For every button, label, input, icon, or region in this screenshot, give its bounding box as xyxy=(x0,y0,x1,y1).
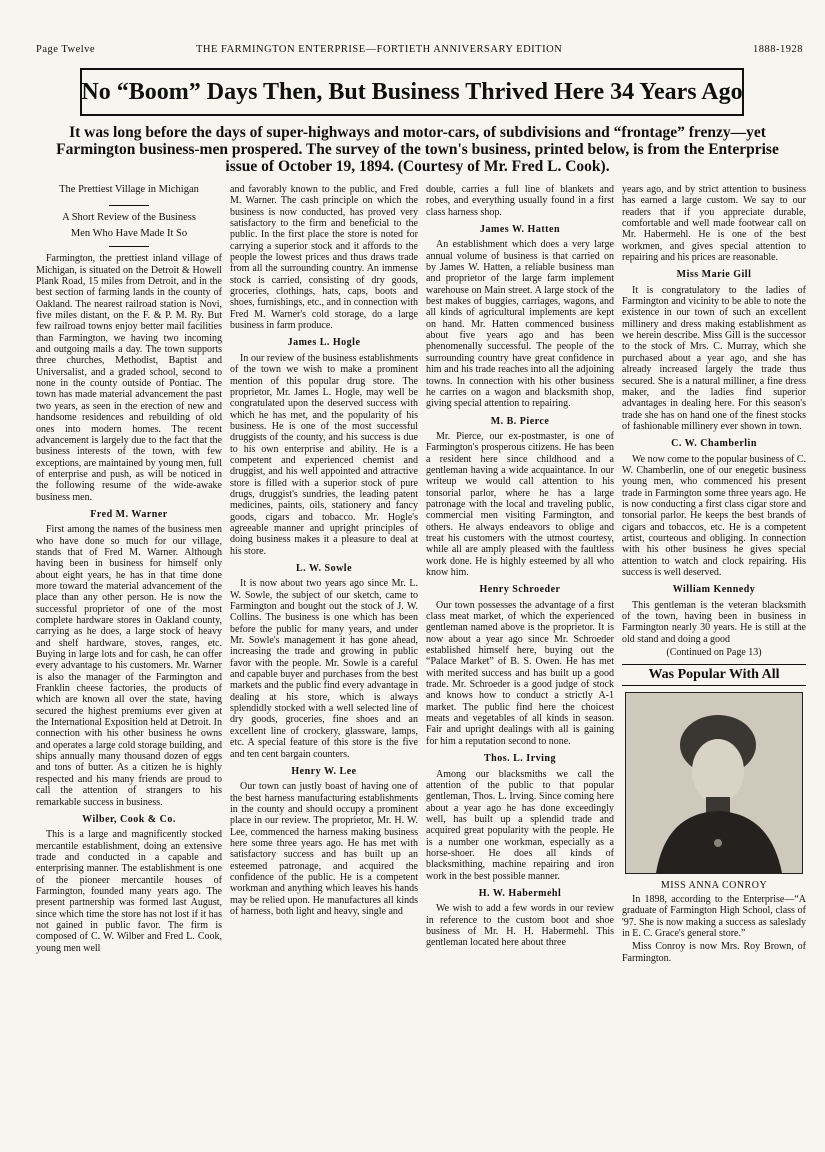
section-paragraph: and favorably known to the public, and Fred M. Warner. The cash principle on which the business is now conducted, has proved very satisfactory to the firm and beneficial to the public. In the first place the store is noted for carrying a superior stock and it affords to the people the lowest prices and thus draws trade from all the surrounding country. An immense stock is carried, consisting of dry goods, groceries, clothings, hats, caps, boots and shoes, furnishings, etc., and in connection with Fred M. Warner's cold storage, do a large business in farm produce. xyxy=(230,184,418,332)
deck: It was long before the days of super-highways and motor-cars, of subdivisions and “frontage” frenzy—yet Farmington business-men prospered. The survey of the town's business, printed below, is from the Enterprise issue of October 19, 1894. (Courtesy of Mr. Fred L. Cook). xyxy=(56,124,779,175)
section-heading: M. B. Pierce xyxy=(490,415,550,427)
intro-paragraph: Farmington, the prettiest inland village of Michigan, is situated on the Detroit & Howell Plank Road, 15 miles from Detroit, and in the best section of farming lands in the county of Oakland. The nearest railroad station is Novi, five miles distant, on the F. & P. M. Ry. But few railroad towns enjoy better mail facilities than Farmington, we having two incoming and outgoing mails a day. The town supports three churches, Methodist, Baptist and Universalist, and a graded school, second to none in the county outside of Pontiac. The town has made material advancement the past two years, as seen in the erection of new and handsome residences and rebuilding of old ones into modern homes. The recent advancement is largely due to the fact that the business interests of the town, with few exceptions, are maintained by young men, full of enterprise and push, as will be noticed in the following resume of the wide-awake business men. xyxy=(36,253,222,503)
caption-name: MISS ANNA CONROY xyxy=(660,879,768,891)
section-heading: C. W. Chamberlin xyxy=(671,438,757,450)
page-number: Page Twelve xyxy=(36,44,96,55)
section-paragraph: double, carries a full line of blankets and robes, and everything usually found in a first class harness shop. xyxy=(426,184,614,218)
column-2 xyxy=(230,184,418,1136)
section-heading: Henry W. Lee xyxy=(291,765,357,777)
section-heading: L. W. Sowle xyxy=(295,563,353,574)
subhead-line-2: Men Who Have Made It So xyxy=(70,228,188,240)
masthead-line: THE FARMINGTON ENTERPRISE—FORTIETH ANNIVERSARY EDITION xyxy=(196,44,563,55)
section-heading: William Kennedy xyxy=(672,584,756,596)
section-heading: Fred M. Warner xyxy=(90,508,168,520)
section-heading: James W. Hatten xyxy=(480,224,560,236)
section-paragraph: In our review of the business establishments of the town we wish to make a prominent mention of this popular drug store. The proprietor, Mr. James L. Hogle, may well be congratulated upon the deserved success with which he has met, and the popularity of his business. He is one of the most successful druggists of the county, and his success is due to his own enterprise and ability. He is a competent and experienced chemist and druggist, and his well appointed and attractive store is filled with a superior stock of pure drugs, druggist's sundries, the leading patent medicines, paints, oils, stationery and fancy goods, cigars and tobacco. Mr. Hogle's agreeable manner and upright principles of doing business makes it a pleasure to deal at his store. xyxy=(230,352,418,557)
section-paragraph: Among our blacksmiths we call the attention of the public to that popular gentleman, Thos. L. Irving. Since coming here about a year ago he has done exceedingly well, has built up a splendid trade and acquired great popularity with the people. He is a number one workman, especially as a horse-shoer. He does all kinds of blacksmithing, machine repairing and iron work in the best possible manner. xyxy=(426,768,614,882)
section-paragraph: We wish to add a few words in our review in reference to the custom boot and shoe business of Mr. H. H. Habermehl. This gentleman located here about three xyxy=(426,903,614,949)
edition-years: 1888-1928 xyxy=(753,44,803,55)
lead-title: The Prettiest Village in Michigan xyxy=(59,184,199,195)
section-paragraph: years ago, and by strict attention to business has earned a large custom. We say to our readers that if you appreciate durable, comfortable and well made footwear call on Mr. Habermehl. He is one of the best workmen, and gives special attention to repairing and his prices are reasonable. xyxy=(622,184,806,264)
section-paragraph: Our town can justly boast of having one of the best harness manufacturing establishments in the county and should occupy a prominent place in our review. The proprietor, Mr. H. W. Lee, commenced the harness making business here some three years ago. He has met with satisfactory success and has built up an esteemed patronage, and acquired the confidence of the public. He is a competent workman and anything which leaves his hands may be relied upon. He manufactures all kinds of harness, both light and heavy, single and xyxy=(230,781,418,917)
section-heading: Miss Marie Gill xyxy=(676,269,752,281)
divider xyxy=(109,246,149,247)
photo-title: Was Popular With All xyxy=(622,664,806,685)
article-columns xyxy=(36,184,806,1136)
section-heading: Thos. L. Irving xyxy=(484,753,556,765)
section-paragraph: It is congratulatory to the ladies of Farmington and vicinity to be able to note the existence in our town of such an excellent millinery and dress making establishment as we herein describe. Miss Gill is the successor to the stock of Mrs. C. Murray, which she purchased about a year ago, and she has already increased largely the trade thus secured. She is a natural milliner, a fine dress maker, and the ladies find superior advantages in dealing here. For this season's trade she has on hand one of the finest stocks of fashionable millinery ever shown in town. xyxy=(622,284,806,432)
column-1 xyxy=(36,184,222,1136)
section-paragraph: First among the names of the business men who have done so much for our village, stands that of Fred M. Warner. Although having been in business for himself only about eight years, he has in that time done more toward the material advancement of the place than any other person. He is now the successful proprietor of one of the most complete hardware stores in Oakland county, carrying as he does, a large stock of heavy and shelf hardware, stoves, ranges, etc. Buying in large lots and for cash, he can offer every advantage to his customers. Mr. Warner is also the manager of the Farmington and Franklin cheese factories, the products of which are known all over the state, having secured the highest premiums ever given at the International Exposition held at Detroit. In connection with his other business he owns and operates a large cold storage building, and ships annually many thousand dozen of eggs and tons of butter. As a citizen he is highly respected and his many friends are proud to call the attention of strangers to his remarkable success in business. xyxy=(36,524,222,808)
column-3 xyxy=(426,184,614,1136)
section-paragraph: This gentleman is the veteran blacksmith of the town, having been in business in Farmington nearly 30 years. He is still at the old stand and doing a good xyxy=(622,599,806,645)
section-paragraph: This is a large and magnificently stocked mercantile establishment, doing an extensive trade and conducted in a capable and enterprising manner. The establishment is one of the pioneer mercantile houses of Farmington, founded many years ago. The present partnership was formed last August, since which time the store has not lost if it has not gained in public favor. The firm is composed of C. W. Wilber and Fred L. Cook, young men well xyxy=(36,829,222,954)
divider xyxy=(109,205,149,206)
continued-note: (Continued on Page 13) xyxy=(666,647,762,659)
lead-subhead xyxy=(36,205,222,247)
section-paragraph: It is now about two years ago since Mr. L. W. Sowle, the subject of our sketch, came to Farmington and bought out the stock of J. W. Collins. The business is one which has been before the public for many years, and under Mr. Sowle's management it has gone ahead, increasing the trade and growing in public favor with the people. Mr. Sowle is a careful and capable buyer and purchases from the best markets and the public find every advantage in dealing at his store, which is always splendidly stocked with a well selected line of dry goods, groceries, fine shoes and an excellent line of crockery, glassware, lamps, etc. A special feature of this store is the five and ten cent bargain counters. xyxy=(230,578,418,760)
section-heading: James L. Hogle xyxy=(287,337,361,349)
portrait-photo xyxy=(625,692,803,874)
caption-paragraph: Miss Conroy is now Mrs. Roy Brown, of Farmington. xyxy=(622,941,806,964)
section-paragraph: Mr. Pierce, our ex-postmaster, is one of Farmington's prosperous citizens. He has been a resident here since childhood and a gentleman having a wide acquaintance. In our writeup we would call attention to his tonsorial parlor, where he has a large patronage with the local and traveling public, commercial men visiting Farmington, and others. He always endeavors to oblige and treat his customers with the utmost courtesy, while all are amply pleased with the faultless work done. He is highly esteemed by all who know him. xyxy=(426,430,614,578)
section-heading: H. W. Habermehl xyxy=(478,887,562,899)
caption-paragraph: In 1898, according to the Enterprise—“A graduate of Farmington High School, class of '97. She is now making a success as saleslady in E. C. Grace's general store.” xyxy=(622,894,806,940)
section-heading: Wilber, Cook & Co. xyxy=(82,813,176,825)
column-4 xyxy=(622,184,806,1136)
headline: No “Boom” Days Then, But Business Thrived Here 34 Years Ago xyxy=(80,68,744,116)
section-paragraph: We now come to the popular business of C. W. Chamberlin, one of our enegetic business young men, who commenced his present trade in Farmington some three years ago. He is now conducting a first class cigar store and tonsorial parlor. He keeps the best brands of cigars and tobaccos, etc. He is a competent artist, courteous and obliging. In connection with his other business he gives special attention to watch and clock repairing. His success is well deserved. xyxy=(622,453,806,578)
subhead-line-1: A Short Review of the Business xyxy=(62,212,196,224)
section-paragraph: An establishment which does a very large annual volume of business is that carried on by James W. Hatten, a reliable business man and proprietor of the large farm implement warehouse on Main street. A large stock of the best makes of buggies, carriages, wagons, and all kinds of agricultural implements are kept on hand. Mr. Hatten commenced business about five years ago and has been phenomenally successful. The people of the surrounding country have great confidence in him and his trade reaches into all the adjoining towns. In connection with his other business he carries on a wagon and blacksmith shop, giving special attention to repairing. xyxy=(426,239,614,410)
section-paragraph: Our town possesses the advantage of a first class meat market, of which the experienced gentleman named above is the proprietor. It is now about a year ago since Mr. Schroeder established himself here, buying out the “Palace Market” of B. S. Owen. He has met with merited success and has built up a good trade. Mr. Schroeder is a good judge of stock and knows how to conduct a strictly A-1 market. The public find here the choicest meats and vegetables of all kinds in season. Fair and upright dealings with all is gaining for him a reputation second to none. xyxy=(426,599,614,747)
section-heading: Henry Schroeder xyxy=(479,584,561,596)
portrait-image xyxy=(626,693,802,873)
